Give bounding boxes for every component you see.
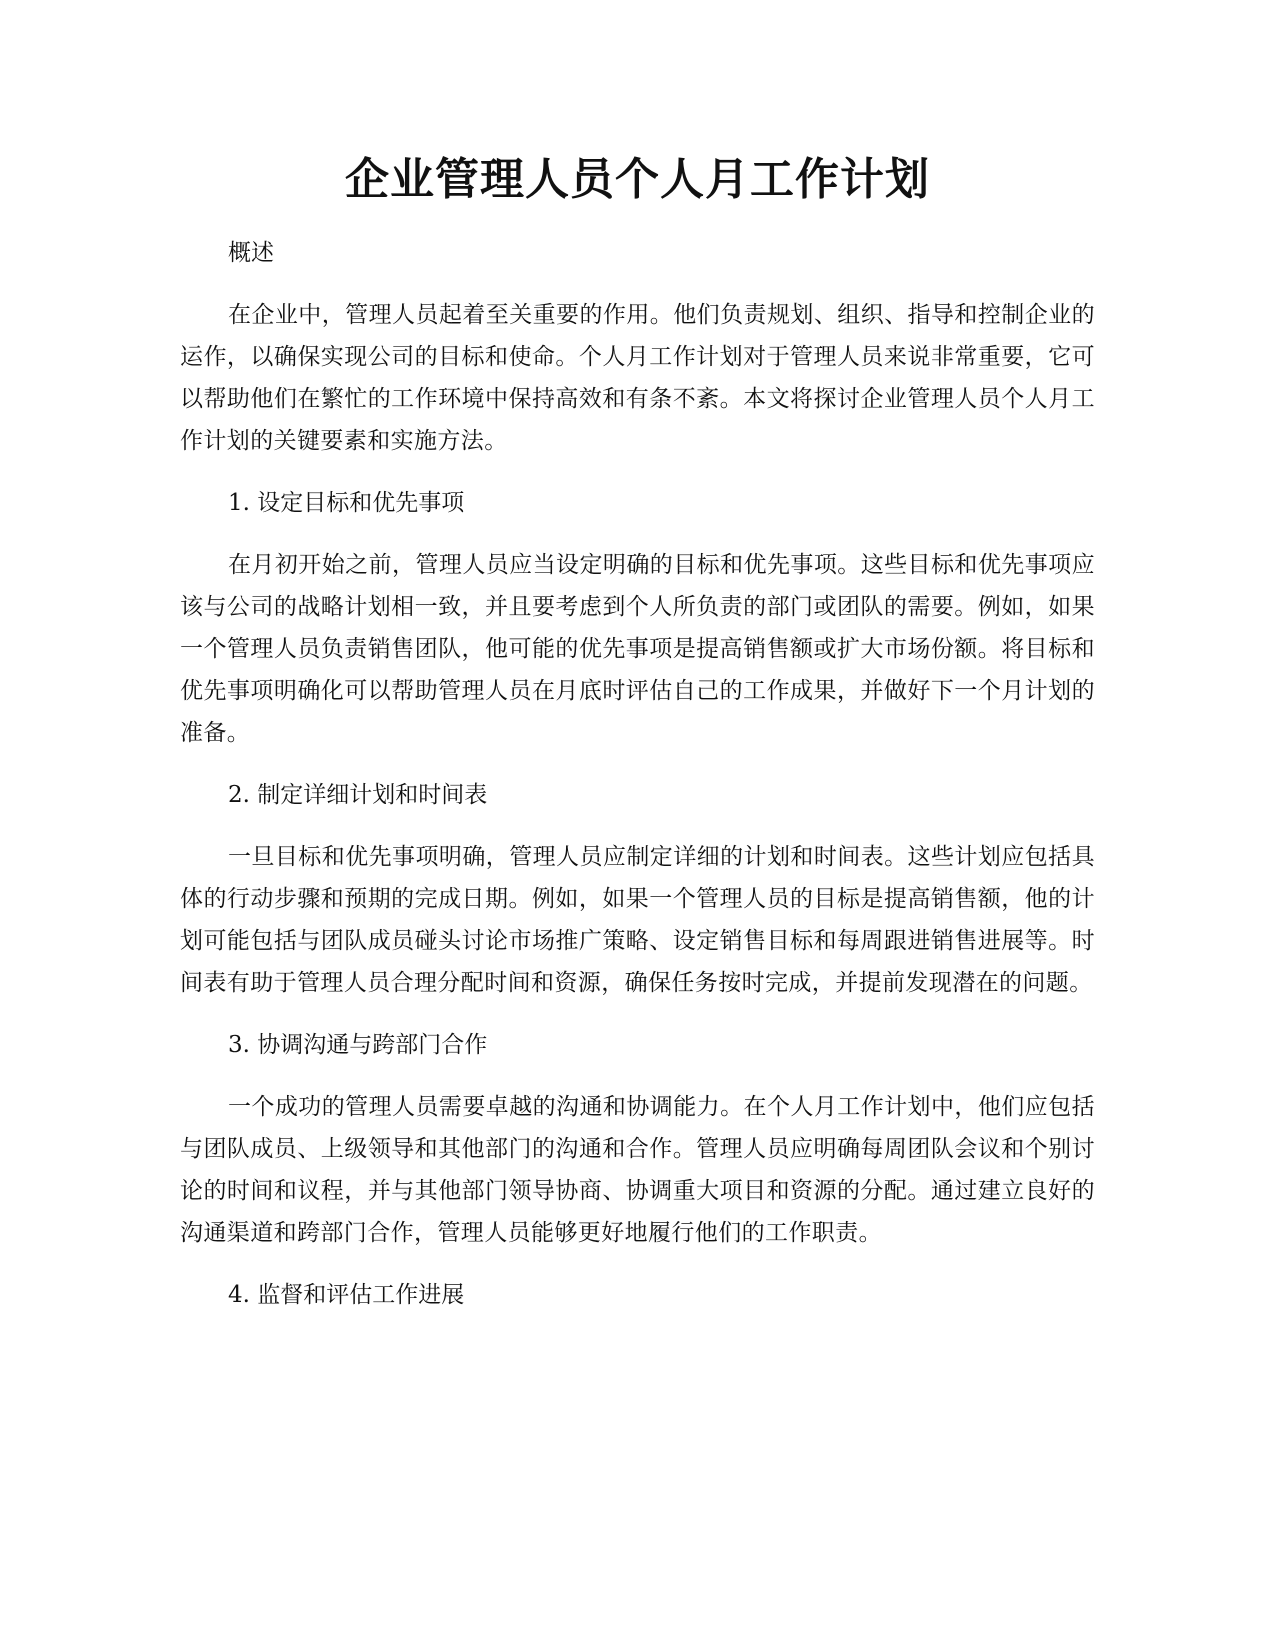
section-paragraph-goals: 在月初开始之前，管理人员应当设定明确的目标和优先事项。这些目标和优先事项应该与公司的战略计划相一致，并且要考虑到个人所负责的部门或团队的需要。例如，如果一个管理人员负责销售团队，他可能的优先事项是提高销售额或扩大市场份额。将目标和优先事项明确化可以帮助管理人员在月底时评估自己的工作成果，并做好下一个月计划的准备。 bbox=[180, 552, 1095, 746]
section-heading-plan: 2. 制定详细计划和时间表 bbox=[228, 782, 488, 808]
document-title: 企业管理人员个人月工作计划 bbox=[345, 154, 930, 205]
section-heading-monitoring: 4. 监督和评估工作进展 bbox=[228, 1282, 465, 1308]
section-heading-overview: 概述 bbox=[228, 240, 274, 266]
section-heading-goals: 1. 设定目标和优先事项 bbox=[228, 490, 465, 516]
document-body bbox=[180, 232, 1095, 1336]
section-heading-communication: 3. 协调沟通与跨部门合作 bbox=[228, 1032, 488, 1058]
section-paragraph-communication: 一个成功的管理人员需要卓越的沟通和协调能力。在个人月工作计划中，他们应包括与团队成员、上级领导和其他部门的沟通和合作。管理人员应明确每周团队会议和个别讨论的时间和议程，并与其他部门领导协商、协调重大项目和资源的分配。通过建立良好的沟通渠道和跨部门合作，管理人员能够更好地履行他们的工作职责。 bbox=[180, 1094, 1095, 1246]
section-paragraph-overview: 在企业中，管理人员起着至关重要的作用。他们负责规划、组织、指导和控制企业的运作，以确保实现公司的目标和使命。个人月工作计划对于管理人员来说非常重要，它可以帮助他们在繁忙的工作环境中保持高效和有条不紊。本文将探讨企业管理人员个人月工作计划的关键要素和实施方法。 bbox=[180, 302, 1095, 454]
section-paragraph-plan: 一旦目标和优先事项明确，管理人员应制定详细的计划和时间表。这些计划应包括具体的行动步骤和预期的完成日期。例如，如果一个管理人员的目标是提高销售额，他的计划可能包括与团队成员碰头讨论市场推广策略、设定销售目标和每周跟进销售进展等。时间表有助于管理人员合理分配时间和资源，确保任务按时完成，并提前发现潜在的问题。 bbox=[180, 844, 1095, 996]
